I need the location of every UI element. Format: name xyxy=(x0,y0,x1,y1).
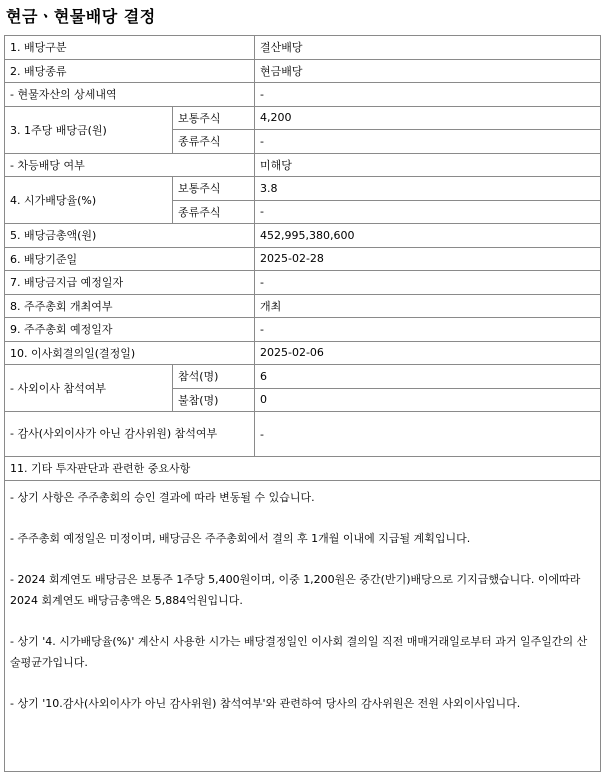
row-payment-date xyxy=(5,271,601,295)
row-value: 결산배당 xyxy=(255,36,601,60)
row-meeting-date xyxy=(5,318,601,342)
note-paragraph: - 2024 회계연도 배당금은 보통주 1주당 5,400원이며, 이중 1,200원은 중간(반기)배당으로 기지급했습니다. 이에따라 2024 회계연도 배당금총액은 5,884억원입니다. xyxy=(10,572,581,607)
sub-label: 종류주식 xyxy=(173,130,255,154)
row-value: 6 xyxy=(255,365,601,389)
dividend-disclosure-table xyxy=(4,35,601,772)
row-outside-directors-present xyxy=(5,365,601,389)
row-value: 2025-02-06 xyxy=(255,341,601,365)
row-value: 3.8 xyxy=(255,177,601,201)
row-value: 0 xyxy=(255,388,601,412)
row-value: 개최 xyxy=(255,294,601,318)
row-value: - xyxy=(255,200,601,224)
row-label: 8. 주주총회 개최여부 xyxy=(5,294,255,318)
row-record-date xyxy=(5,247,601,271)
row-in-kind-details xyxy=(5,83,601,107)
sub-label: 보통주식 xyxy=(173,106,255,130)
note-paragraph: - 상기 '4. 시가배당율(%)' 계산시 사용한 시가는 배당결정일인 이사회 결의일 직전 매매거래일로부터 과거 일주일간의 산술평균가입니다. xyxy=(10,634,588,669)
row-value: 2025-02-28 xyxy=(255,247,601,271)
row-value: - xyxy=(255,318,601,342)
row-other-matters xyxy=(5,457,601,481)
row-label: - 차등배당 여부 xyxy=(5,153,255,177)
row-label: 6. 배당기준일 xyxy=(5,247,255,271)
row-label: 4. 시가배당율(%) xyxy=(5,177,173,224)
row-dividend-per-share-common xyxy=(5,106,601,130)
row-dividend-kind xyxy=(5,59,601,83)
row-value: - xyxy=(255,83,601,107)
row-label: 5. 배당금총액(원) xyxy=(5,224,255,248)
row-label: 3. 1주당 배당금(원) xyxy=(5,106,173,153)
row-dividend-yield-common xyxy=(5,177,601,201)
row-auditor-attendance xyxy=(5,412,601,457)
row-board-resolution-date xyxy=(5,341,601,365)
row-value: - xyxy=(255,271,601,295)
row-value: 4,200 xyxy=(255,106,601,130)
row-label: 2. 배당종류 xyxy=(5,59,255,83)
row-label: - 감사(사외이사가 아닌 감사위원) 참석여부 xyxy=(5,412,255,457)
row-label: 1. 배당구분 xyxy=(5,36,255,60)
row-dividend-type xyxy=(5,36,601,60)
notes-cell xyxy=(5,480,601,771)
note-paragraph: - 상기 사항은 주주총회의 승인 결과에 따라 변동될 수 있습니다. xyxy=(10,490,315,504)
row-shareholder-meeting xyxy=(5,294,601,318)
row-value: - xyxy=(255,130,601,154)
row-value: - xyxy=(255,412,601,457)
row-notes xyxy=(5,480,601,771)
row-label: 7. 배당금지급 예정일자 xyxy=(5,271,255,295)
sub-label: 참석(명) xyxy=(173,365,255,389)
row-value: 미해당 xyxy=(255,153,601,177)
row-differential-dividend xyxy=(5,153,601,177)
row-label: 10. 이사회결의일(결정일) xyxy=(5,341,255,365)
page-title: 현금ㆍ현물배당 결정 xyxy=(6,7,156,26)
row-label: - 현물자산의 상세내역 xyxy=(5,83,255,107)
row-label: 9. 주주총회 예정일자 xyxy=(5,318,255,342)
row-total-dividend xyxy=(5,224,601,248)
row-value: 452,995,380,600 xyxy=(255,224,601,248)
row-label: - 사외이사 참석여부 xyxy=(5,365,173,412)
row-value: 현금배당 xyxy=(255,59,601,83)
sub-label: 불참(명) xyxy=(173,388,255,412)
row-label: 11. 기타 투자판단과 관련한 중요사항 xyxy=(5,457,601,481)
sub-label: 보통주식 xyxy=(173,177,255,201)
note-paragraph: - 상기 '10.감사(사외이사가 아닌 감사위원) 참석여부'와 관련하여 당사의 감사위원은 전원 사외이사입니다. xyxy=(10,696,521,710)
note-paragraph: - 주주총회 예정일은 미정이며, 배당금은 주주총회에서 결의 후 1개월 이내에 지급될 계획입니다. xyxy=(10,531,471,545)
sub-label: 종류주식 xyxy=(173,200,255,224)
